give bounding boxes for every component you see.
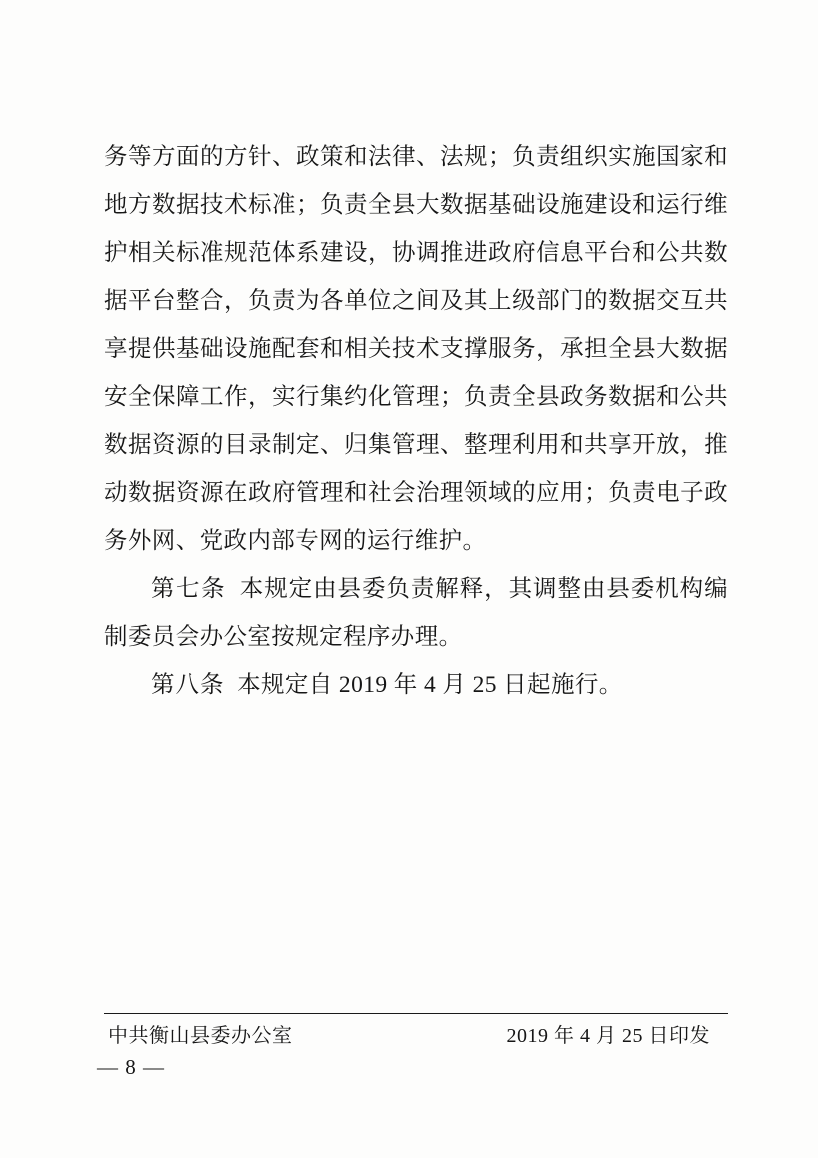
article-label-8: 第八条 — [151, 672, 225, 698]
footer-date: 2019 年 4 月 25 日印发 — [506, 1025, 710, 1047]
article-label-7: 第七条 — [151, 576, 227, 602]
footer-divider — [104, 1013, 728, 1014]
article-text-8: 本规定自 2019 年 4 月 25 日起施行。 — [237, 672, 623, 698]
paragraph-article-8 — [104, 661, 728, 709]
document-body — [104, 133, 728, 709]
paragraph-continuation: 务等方面的方针、政策和法律、法规；负责组织实施国家和地方数据技术标准；负责全县大数据基础设施建设和运行维护相关标准规范体系建设，协调推进政府信息平台和公共数据平台整合，负责为各单位之间及其上级部门的数据交互共享提供基础设施配套和相关技术支撑服务，承担全县大数据安全保障工作，实行集约化管理；负责全县政务数据和公共数据资源的目录制定、归集管理、整理利用和共享开放，推动数据资源在政府管理和社会治理领域的应用；负责电子政务外网、党政内部专网的运行维护。 — [104, 144, 728, 554]
page-number: — 8 — — [97, 1055, 165, 1079]
article-spacer-7 — [226, 576, 240, 602]
footer — [104, 1020, 728, 1052]
article-text-7: 本规定由县委负责解释，其调整由县委机构编制委员会办公室按规定程序办理。 — [104, 576, 729, 650]
article-spacer-8 — [225, 672, 238, 698]
paragraph-article-7 — [104, 565, 728, 661]
footer-issuer: 中共衡山县委办公室 — [108, 1025, 293, 1047]
